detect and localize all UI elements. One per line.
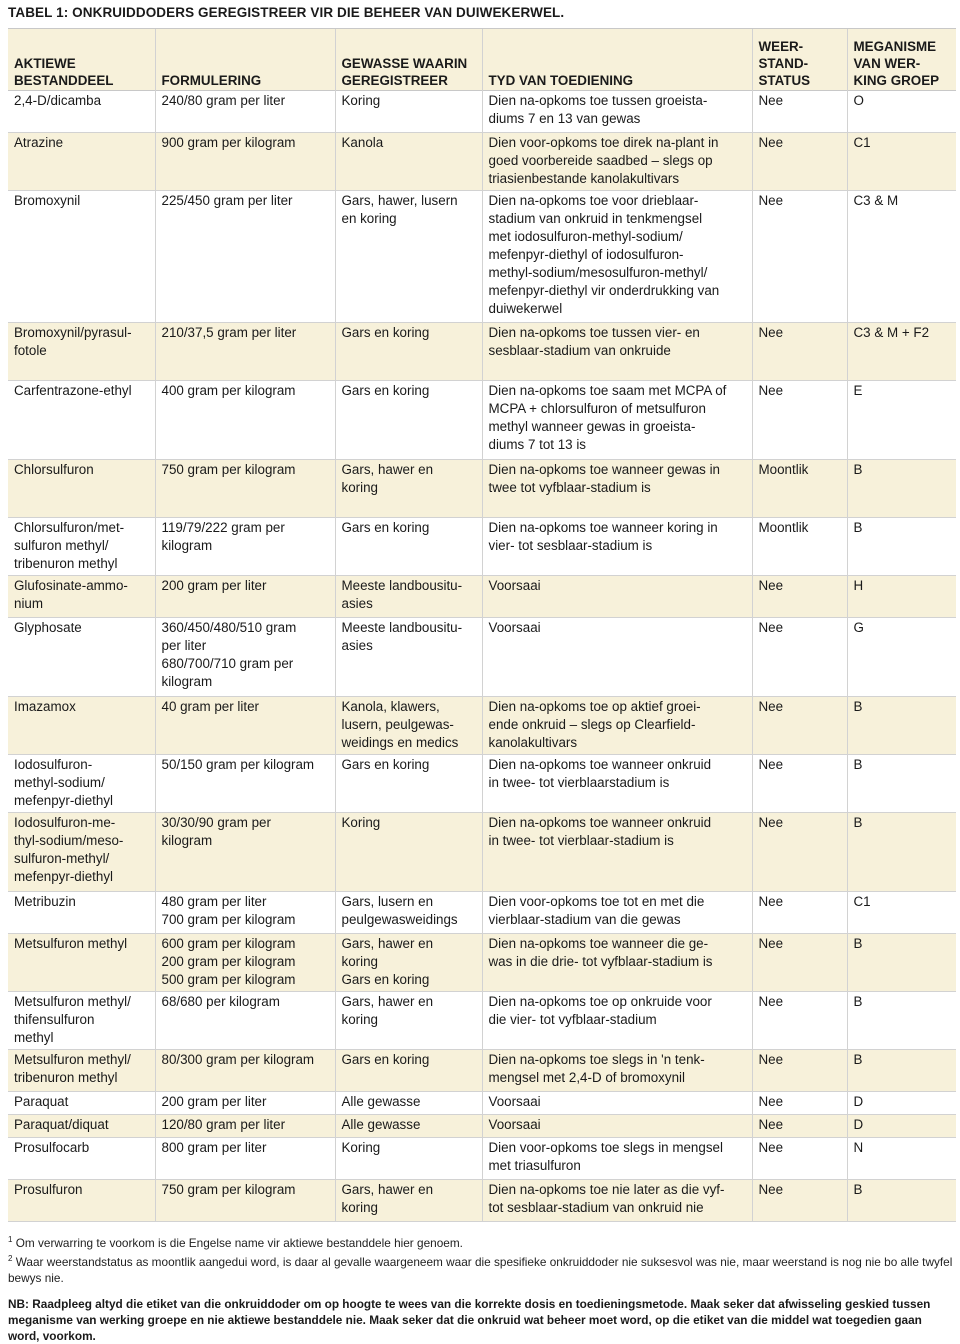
cell-formulation: 119/79/222 gram per kilogram <box>155 518 335 576</box>
table-row <box>8 1180 956 1222</box>
cell-application-time: Voorsaai <box>482 576 752 618</box>
cell-formulation: 50/150 gram per kilogram <box>155 755 335 813</box>
cell-resistance-status: Nee <box>752 1180 847 1222</box>
cell-mode-of-action-group: C1 <box>847 133 956 191</box>
header-application-time: TYD VAN TOEDIENING <box>482 29 752 91</box>
cell-active-ingredient: Chlorsulfuron/met- sulfuron methyl/ tribenuron methyl <box>8 518 155 576</box>
table-row <box>8 323 956 381</box>
cell-registered-crops: Meeste landbousitu- asies <box>335 576 482 618</box>
cell-resistance-status: Nee <box>752 91 847 133</box>
table-row <box>8 992 956 1050</box>
cell-application-time: Voorsaai <box>482 1092 752 1115</box>
cell-active-ingredient: Glyphosate <box>8 618 155 697</box>
cell-application-time: Dien voor-opkoms toe tot en met die vierblaar-stadium van die gewas <box>482 892 752 934</box>
cell-mode-of-action-group: G <box>847 618 956 697</box>
cell-registered-crops: Koring <box>335 91 482 133</box>
header-formulation: FORMULERING <box>155 29 335 91</box>
cell-resistance-status: Nee <box>752 618 847 697</box>
cell-mode-of-action-group: B <box>847 518 956 576</box>
cell-formulation: 40 gram per liter <box>155 697 335 755</box>
cell-application-time: Dien na-opkoms toe tussen vier- en sesblaar-stadium van onkruide <box>482 323 752 381</box>
table-row <box>8 518 956 576</box>
cell-active-ingredient: Bromoxynil/pyrasul- fotole <box>8 323 155 381</box>
header-row <box>8 29 956 91</box>
cell-formulation: 225/450 gram per liter <box>155 191 335 323</box>
herbicide-table <box>8 28 956 1222</box>
cell-active-ingredient: Paraquat/diquat <box>8 1115 155 1138</box>
cell-registered-crops: Kanola <box>335 133 482 191</box>
cell-application-time: Voorsaai <box>482 618 752 697</box>
cell-formulation: 400 gram per kilogram <box>155 381 335 460</box>
cell-formulation: 750 gram per kilogram <box>155 460 335 518</box>
cell-application-time: Dien na-opkoms toe wanneer gewas in twee tot vyfblaar-stadium is <box>482 460 752 518</box>
table-row <box>8 460 956 518</box>
cell-mode-of-action-group: C3 & M <box>847 191 956 323</box>
header-registered-crops: GEWASSE WAARIN GEREGISTREER <box>335 29 482 91</box>
cell-formulation: 80/300 gram per kilogram <box>155 1050 335 1092</box>
cell-application-time: Dien voor-opkoms toe direk na-plant in goed voorbereide saadbed – slegs op triasienbestande kanolakultivars <box>482 133 752 191</box>
cell-mode-of-action-group: D <box>847 1115 956 1138</box>
table-row <box>8 381 956 460</box>
table-row <box>8 1050 956 1092</box>
cell-mode-of-action-group: B <box>847 992 956 1050</box>
cell-mode-of-action-group: B <box>847 1180 956 1222</box>
cell-active-ingredient: Iodosulfuron-me- thyl-sodium/meso- sulfuron-methyl/ mefenpyr-diethyl <box>8 813 155 892</box>
cell-active-ingredient: Prosulfuron <box>8 1180 155 1222</box>
cell-resistance-status: Nee <box>752 576 847 618</box>
cell-resistance-status: Nee <box>752 1138 847 1180</box>
table-row <box>8 1092 956 1115</box>
cell-mode-of-action-group: N <box>847 1138 956 1180</box>
cell-application-time: Dien na-opkoms toe wanneer onkruid in twee- tot vierblaarstadium is <box>482 755 752 813</box>
cell-registered-crops: Alle gewasse <box>335 1115 482 1138</box>
cell-mode-of-action-group: B <box>847 934 956 992</box>
cell-registered-crops: Gars en koring <box>335 518 482 576</box>
cell-application-time: Dien na-opkoms toe saam met MCPA of MCPA + chlorsulfuron of metsulfuron methyl wanneer gewas in groeista- diums 7 tot 13 is <box>482 381 752 460</box>
table-row <box>8 133 956 191</box>
cell-mode-of-action-group: C1 <box>847 892 956 934</box>
cell-application-time: Dien na-opkoms toe nie later as die vyf- tot sesblaar-stadium van onkruid nie <box>482 1180 752 1222</box>
cell-application-time: Dien na-opkoms toe tussen groeista- diums 7 en 13 van gewas <box>482 91 752 133</box>
cell-resistance-status: Nee <box>752 934 847 992</box>
cell-registered-crops: Gars en koring <box>335 755 482 813</box>
cell-resistance-status: Nee <box>752 133 847 191</box>
cell-application-time: Dien na-opkoms toe op aktief groei- ende onkruid – slegs op Clearfield- kanolakultivars <box>482 697 752 755</box>
cell-active-ingredient: Chlorsulfuron <box>8 460 155 518</box>
cell-formulation: 200 gram per liter <box>155 1092 335 1115</box>
cell-formulation: 120/80 gram per liter <box>155 1115 335 1138</box>
cell-active-ingredient: Metsulfuron methyl/ thifensulfuron methyl <box>8 992 155 1050</box>
cell-formulation: 240/80 gram per liter <box>155 91 335 133</box>
cell-mode-of-action-group: H <box>847 576 956 618</box>
cell-formulation: 210/37,5 gram per liter <box>155 323 335 381</box>
cell-active-ingredient: Metribuzin <box>8 892 155 934</box>
cell-registered-crops: Koring <box>335 1138 482 1180</box>
table-row <box>8 91 956 133</box>
table-row <box>8 892 956 934</box>
cell-resistance-status: Nee <box>752 813 847 892</box>
cell-resistance-status: Nee <box>752 323 847 381</box>
cell-registered-crops: Gars en koring <box>335 381 482 460</box>
header-active-ingredient: AKTIEWE BESTANDDEEL <box>8 29 155 91</box>
cell-active-ingredient: Prosulfocarb <box>8 1138 155 1180</box>
nb-note: NB: Raadpleeg altyd die etiket van die onkruiddoder om op hoogte te wees van die korrekte dosis en toedieningsmetode. Maak seker dat afwisseling geskied tussen meganisme van werking groepe en nie aktiewe bestanddele nie. Maak seker dat die onkruid wat beheer moet word, op die etiket van die middel wat toegedien gaan word, voorkom. <box>8 1297 931 1343</box>
cell-registered-crops: Gars, lusern en peulgewasweidings <box>335 892 482 934</box>
cell-formulation: 200 gram per liter <box>155 576 335 618</box>
cell-mode-of-action-group: B <box>847 460 956 518</box>
cell-formulation: 480 gram per liter 700 gram per kilogram <box>155 892 335 934</box>
cell-registered-crops: Gars en koring <box>335 323 482 381</box>
footnote-1: $^1$ Om verwarring te voorkom is die Engelse name vir aktiewe bestanddele hier genoem. <box>8 1235 463 1250</box>
table-row <box>8 618 956 697</box>
cell-registered-crops: Koring <box>335 813 482 892</box>
cell-active-ingredient: Iodosulfuron- methyl-sodium/ mefenpyr-diethyl <box>8 755 155 813</box>
cell-formulation: 30/30/90 gram per kilogram <box>155 813 335 892</box>
cell-application-time: Dien voor-opkoms toe slegs in mengsel met triasulfuron <box>482 1138 752 1180</box>
cell-registered-crops: Kanola, klawers, lusern, peulgewas- weidings en medics <box>335 697 482 755</box>
table-row <box>8 934 956 992</box>
cell-resistance-status: Nee <box>752 1092 847 1115</box>
cell-registered-crops: Alle gewasse <box>335 1092 482 1115</box>
cell-resistance-status: Moontlik <box>752 518 847 576</box>
cell-mode-of-action-group: C3 & M + F2 <box>847 323 956 381</box>
table-row <box>8 1138 956 1180</box>
cell-mode-of-action-group: B <box>847 697 956 755</box>
cell-mode-of-action-group: O <box>847 91 956 133</box>
cell-application-time: Dien na-opkoms toe op onkruide voor die vier- tot vyfblaar-stadium <box>482 992 752 1050</box>
cell-resistance-status: Nee <box>752 697 847 755</box>
cell-active-ingredient: Carfentrazone-ethyl <box>8 381 155 460</box>
cell-resistance-status: Nee <box>752 755 847 813</box>
cell-mode-of-action-group: B <box>847 755 956 813</box>
cell-active-ingredient: 2,4-D/dicamba <box>8 91 155 133</box>
table-row <box>8 576 956 618</box>
cell-application-time: Dien na-opkoms toe wanneer die ge- was in die drie- tot vyfblaar-stadium is <box>482 934 752 992</box>
cell-resistance-status: Nee <box>752 892 847 934</box>
cell-application-time: Voorsaai <box>482 1115 752 1138</box>
table-title: TABEL 1: ONKRUIDDODERS GEREGISTREER VIR DIE BEHEER VAN DUIWEKERWEL. <box>8 5 565 20</box>
cell-application-time: Dien na-opkoms toe slegs in 'n tenk- mengsel met 2,4-D of bromoxynil <box>482 1050 752 1092</box>
cell-application-time: Dien na-opkoms toe wanneer koring in vier- tot sesblaar-stadium is <box>482 518 752 576</box>
table-row <box>8 1115 956 1138</box>
cell-registered-crops: Gars, hawer en koring <box>335 992 482 1050</box>
cell-mode-of-action-group: B <box>847 1050 956 1092</box>
cell-formulation: 68/680 per kilogram <box>155 992 335 1050</box>
cell-registered-crops: Meeste landbousitu- asies <box>335 618 482 697</box>
cell-resistance-status: Nee <box>752 1115 847 1138</box>
cell-active-ingredient: Metsulfuron methyl/ tribenuron methyl <box>8 1050 155 1092</box>
cell-formulation: 360/450/480/510 gram per liter 680/700/710 gram per kilogram <box>155 618 335 697</box>
cell-registered-crops: Gars en koring <box>335 1050 482 1092</box>
footnote-2: $^2$ Waar weerstandstatus as moontlik aangedui word, is daar al gevalle waargeneem waar die spesifieke onkruiddoder nie suksesvol was nie, maar weerstand is nog nie bo alle twyfel bewys nie. <box>8 1253 953 1285</box>
table-row <box>8 755 956 813</box>
cell-mode-of-action-group: B <box>847 813 956 892</box>
cell-resistance-status: Nee <box>752 191 847 323</box>
cell-active-ingredient: Imazamox <box>8 697 155 755</box>
cell-active-ingredient: Paraquat <box>8 1092 155 1115</box>
cell-mode-of-action-group: E <box>847 381 956 460</box>
cell-formulation: 750 gram per kilogram <box>155 1180 335 1222</box>
table-row <box>8 813 956 892</box>
footnotes <box>8 1232 956 1286</box>
cell-registered-crops: Gars, hawer en koring Gars en koring <box>335 934 482 992</box>
cell-resistance-status: Moontlik <box>752 460 847 518</box>
header-resistance-status: WEER- STAND- STATUS <box>752 29 847 91</box>
cell-formulation: 800 gram per liter <box>155 1138 335 1180</box>
cell-registered-crops: Gars, hawer en koring <box>335 1180 482 1222</box>
table-row <box>8 191 956 323</box>
cell-formulation: 900 gram per kilogram <box>155 133 335 191</box>
cell-active-ingredient: Metsulfuron methyl <box>8 934 155 992</box>
cell-registered-crops: Gars, hawer en koring <box>335 460 482 518</box>
cell-mode-of-action-group: D <box>847 1092 956 1115</box>
cell-application-time: Dien na-opkoms toe wanneer onkruid in twee- tot vierblaar-stadium is <box>482 813 752 892</box>
cell-resistance-status: Nee <box>752 992 847 1050</box>
cell-formulation: 600 gram per kilogram 200 gram per kilogram 500 gram per kilogram <box>155 934 335 992</box>
cell-active-ingredient: Bromoxynil <box>8 191 155 323</box>
table-row <box>8 697 956 755</box>
cell-active-ingredient: Glufosinate-ammo- nium <box>8 576 155 618</box>
cell-active-ingredient: Atrazine <box>8 133 155 191</box>
cell-resistance-status: Nee <box>752 1050 847 1092</box>
cell-application-time: Dien na-opkoms toe voor drieblaar- stadium van onkruid in tenkmengsel met iodosulfuron-methyl-sodium/ mefenpyr-diethyl of iodosulfuron- methyl-sodium/mesosulfuron-methyl/ mefenpyr-diethyl vir onderdrukking van duiwekerwel <box>482 191 752 323</box>
cell-registered-crops: Gars, hawer, lusern en koring <box>335 191 482 323</box>
header-mode-of-action-group: MEGANISME VAN WER- KING GROEP <box>847 29 956 91</box>
cell-resistance-status: Nee <box>752 381 847 460</box>
